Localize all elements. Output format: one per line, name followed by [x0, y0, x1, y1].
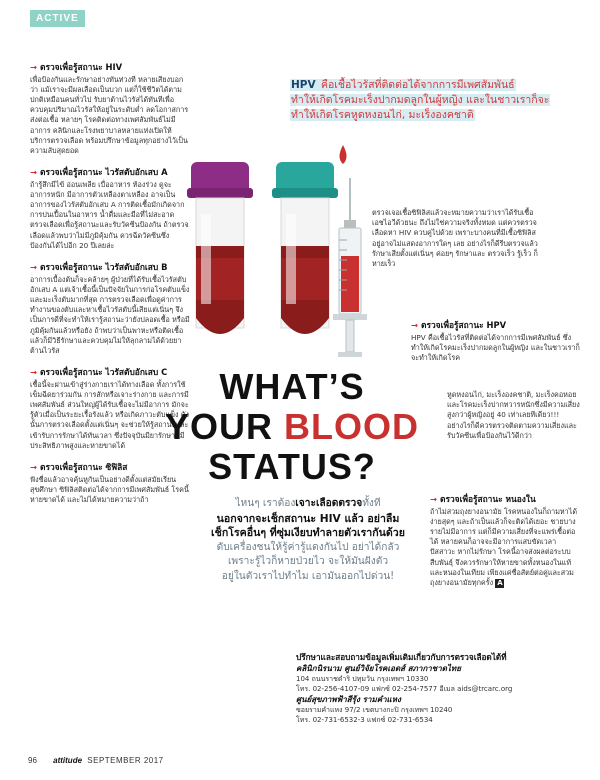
org-phone: โทร. 02-731-6532-3 แฟกซ์ 02-731-6534 — [296, 716, 433, 724]
end-mark: A — [497, 578, 503, 587]
section-body: ฟังชื่อแล้วอาจคุ้นหูกันเป็นอย่างดีตั้งแต่สมัยเรียนสุขศึกษา ซิฟิลิสติดต่อได้จากการมีเพศสัมพันธ์ โรคนี้หายขาดได้ และไม่ได้หมายความว่าถ้า — [30, 474, 189, 504]
section-title: → ตรวจเพื่อรู้สถานะ ไวรัสตับอักเสบ B — [30, 262, 168, 273]
subheadline — [192, 497, 424, 584]
magazine-logo: attitude — [53, 756, 83, 765]
headline-line-1: WHAT’S — [219, 366, 365, 407]
sub-line: ไหนๆ เราต้องเจาะเลือดตรวจทั้งที — [235, 498, 381, 509]
intro-line: คือเชื้อไวรัสที่ติดต่อได้จากการมีเพศสัมพันธ์ — [317, 79, 515, 91]
headline-line-3: STATUS? — [208, 446, 376, 487]
arrow-right-icon: → — [30, 167, 38, 178]
headline — [160, 367, 424, 487]
sub-line: นอกจากจะเช็กสถานะ HIV แล้ว อย่าลืม — [216, 512, 400, 525]
section-gonorrhea — [430, 494, 580, 588]
section-title: → ตรวจเพื่อรู้สถานะ หนองใน — [430, 494, 536, 504]
section-body: ถ้ารู้สึกมีไข้ อ่อนเพลีย เบื่ออาหาร ท้องร่วง ดูจะอาการหนัก มีอาการตัวเหลืองตาเหลือง อาจเป็นอาการของไวรัสตับอักเสบ A การติดเชื้อมักเกิดจากการปนเปื้อนในอาหาร น้ำดื่มและมือที่ไม่สะอาด ตรวจเลือดเพื่อรู้สถานะและรับวัคซีนป้องกัน ถ้าตรวจเลือดแล้วพบว่าไม่มีภูมิคุ้มกัน ควรฉีดวัคซีนซึ่งป้องกันได้ไปอีก 20 ปีเลยล่ะ — [30, 179, 189, 250]
org-name: ศูนย์สุขภาพฟ้าสีรุ้ง รามคำแหง — [296, 695, 401, 704]
contact-title: ปรึกษาและสอบถามข้อมูลเพิ่มเติมเกี่ยวกับการตรวจเลือดได้ที่ — [296, 652, 507, 662]
org-address: 104 ถนนราชดำริ ปทุมวัน กรุงเทพฯ 10330 — [296, 675, 429, 683]
page-number: 96 — [28, 756, 37, 765]
sub-line: เช็กโรคอื่นๆ ที่ซุ่มเงียบทำลายตัวเรากันด้วย — [211, 527, 405, 539]
page-footer — [28, 756, 164, 765]
arrow-right-icon: → — [411, 320, 419, 330]
section-hpv — [411, 320, 581, 363]
arrow-right-icon: → — [30, 62, 38, 72]
org-phone: โทร. 02-256-4107-09 แฟกซ์ 02-254-7577 อีเมล aids@trcarc.org — [296, 685, 513, 693]
section-hepatitis-b — [30, 262, 190, 356]
section-title: → ตรวจเพื่อรู้สถานะ HPV — [411, 320, 507, 330]
hpv-label: HPV — [291, 79, 316, 91]
section-tag: ACTIVE — [30, 10, 85, 27]
sub-line: อยู่ในตัวเราไปทำไม เอามันออกไปด่วน! — [221, 570, 395, 582]
sub-line: เพราะรู้ไวก็หายป่วยไว จะให้มันฝังตัว — [227, 556, 389, 567]
section-title: → ตรวจเพื่อรู้สถานะ ไวรัสตับอักเสบ C — [30, 367, 168, 378]
arrow-right-icon: → — [30, 367, 38, 378]
intro-line: ทำให้เกิดโรคหูดหงอนไก่, มะเร็งองคชาติ — [291, 109, 474, 121]
section-body: เพื่อป้องกันและรักษาอย่างทันท่วงที หลายเสียงบอกว่า แม้เราจะมีผลเลือดเป็นบวก แต่ก็ใช้ชีวิตได้ตามปกติเหมือนคนทั่วไป รับยาต้านไวรัสได้ทันทีเพื่อควบคุมปริมาณไวรัสให้อยู่ในระดับต่ำ ลดโอกาสการส่งต่อเชื้อ หลายๆ โรคติดต่อทางเพศสัมพันธ์ไม่มีอาการ คลินิกและโรงพยาบาลหลายแห่งเปิดให้บริการตรวจเลือด พร้อมปรึกษาข้อมูลทุกอย่างไว้เป็นความลับสุดยอด — [30, 74, 189, 155]
section-title: → ตรวจเพื่อรู้สถานะ HIV — [30, 62, 123, 72]
arrow-right-icon: → — [30, 262, 38, 273]
section-body: อาการเบื้องต้นก็จะคล้ายๆ ผู้ป่วยที่ได้รับเชื้อไวรัสตับอักเสบ A แต่เจ้าเชื้อนี้เป็นปัจจัยในการก่อโรคตับแข็งและมะเร็งตับมากที่สุด การตรวจเลือดเพื่อดูค่าการทำงานของตับและหาเชื้อไวรัสตับนี้เสียแต่เนิ่นๆ จึงเป็นการดีที่จะทำให้เรารู้สถานะว่ายังปลอดเชื้อ หรือมีภูมิคุ้มกันแล้วหรือยัง ถ้าพบว่าเป็นพาหะหรือติดเชื้อแล้วก็มีวิธีรักษาและควบคุมไม่ให้ลุกลามได้ด้วยยาต้านไวรัส — [30, 274, 190, 355]
sub-line: ดับเครื่องชนให้รู้ค่ารู้แดงกันไป อย่าได้กลัว — [216, 541, 400, 553]
section-title: → ตรวจเพื่อรู้สถานะ ซิฟิลิส — [30, 462, 128, 473]
issue-date: SEPTEMBER 2017 — [87, 756, 164, 765]
section-title: → ตรวจเพื่อรู้สถานะ ไวรัสตับอักเสบ A — [30, 167, 168, 178]
arrow-right-icon: → — [430, 494, 438, 504]
hpv-intro — [290, 78, 580, 123]
org-address: ซอยรามคำแหง 97/2 เขตบางกะปิ กรุงเทพฯ 10240 — [296, 706, 453, 714]
syphilis-continued: ตรวจเจอเชื้อซิฟิลิสแล้วจะหมายความว่าเราได้รับเชื้อเอชไอวีด้วยนะ ถึงไม่ใช่ความจริงทั้งหมด แต่ควรตรวจเลือดหา HIV ควบคู่ไปด้วย เพราะบางคนที่มีเชื้อซิฟิลิสอยู่อาจไม่แสดงอาการใดๆ เลย อย่างไรก็ดีรีบตรวจแล้วรักษาเสียตั้งแต่เนิ่นๆ ค่อยๆ รักษาและ ตรวจเร็ว รู้เร็ว ก็หายเร็ว — [372, 208, 538, 269]
section-hiv — [30, 62, 190, 156]
section-body: เชื้อนี้จะผ่านเข้าสู่ร่างกายเราได้ทางเลือด ทั้งการใช้เข็มฉีดยาร่วมกัน การสักหรือเจาะร่างกาย และการมีเพศสัมพันธ์ ส่วนใหญ่ผู้ได้รับเชื้อจะไม่มีอาการ มักจะรู้ตัวเมื่อเป็นระยะเรื้อรังแล้ว หรือเกิดภาวะตับแข็ง ดังนั้นการตรวจเลือดตั้งแต่เนิ่นๆ จะช่วยให้รู้สถานะและเข้ารับการรักษาได้ทันเวลา ซึ่งปัจจุบันมียารักษาที่มีประสิทธิภาพสูงและหายขาดได้ — [30, 379, 189, 450]
arrow-right-icon: → — [30, 462, 38, 473]
hpv-body-continued: หูดหงอนไก่, มะเร็งองคชาติ, มะเร็งคอหอย และโรคมะเร็งปากทวารหนักซึ่งมีความเสี่ยงสูงกว่าผู้หญิงอยู่ 40 เท่าเลยทีเดียว!!! อย่างไรก็ดีควรตรวจติดตามความเสี่ยงและรับวัคซีนเพื่อป้องกันไว้ดีกว่า — [447, 390, 580, 440]
section-body: HPV คือเชื้อไวรัสที่ติดต่อได้จากการมีเพศสัมพันธ์ ซึ่งทำให้เกิดโรคมะเร็งปากมดลูกในผู้หญิง และในชาวเราก็จะทำให้เกิดโรค — [411, 332, 580, 362]
purple-cap-tube-icon — [187, 162, 253, 334]
intro-line: ทำให้เกิดโรคมะเร็งปากมดลูกในผู้หญิง และในชาวเราก็จะ — [291, 94, 550, 106]
headline-line-2: YOUR BLOOD — [164, 406, 420, 447]
section-hepatitis-a — [30, 167, 190, 251]
org-name: คลินิกนิรนาม ศูนย์วิจัยโรคเอดส์ สภากาชาดไทย — [296, 664, 461, 673]
syringe-icon — [333, 145, 367, 357]
contact-info — [296, 652, 586, 725]
teal-cap-tube-icon — [272, 162, 338, 334]
section-body: ถ้าไม่สวมถุงยางอนามัย โรคหนองในก็ถามหาได้ง่ายสุดๆ และถ้าเป็นแล้วก็จะติดได้เยอะ ชายบางรายไม่มีอาการ แต่ก็มีความเสี่ยงที่จะแพร่เชื้อต่อได้ หลายคนก็อาจจะมีอาการแสบขัดเวลาปัสสาวะ หากไม่รักษา โรคนี้อาจส่งผลต่อระบบสืบพันธุ์ จึงควรรักษาให้หายขาดทั้งหนองในแท้และหนองในเทียม เพียงแค่ซื่อสัตย์ต่อคู่และสวมถุงยางอนามัยทุกครั้ง A — [430, 506, 577, 587]
